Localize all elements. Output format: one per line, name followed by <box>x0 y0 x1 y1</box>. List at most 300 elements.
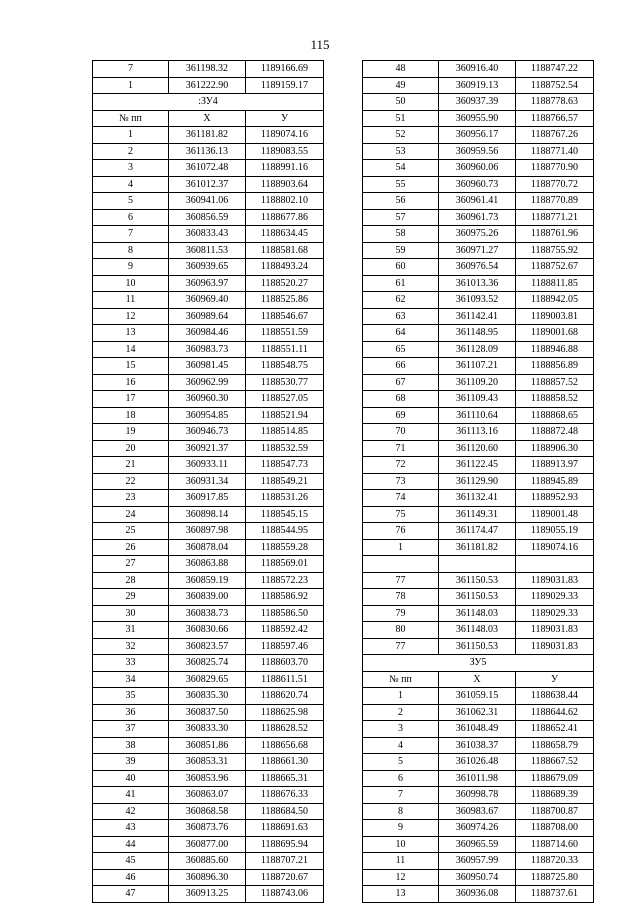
x-coordinate: 360885.60 <box>169 853 246 870</box>
section-title-row <box>363 655 594 672</box>
point-number: 62 <box>363 292 439 309</box>
y-coordinate: 1189074.16 <box>246 127 324 144</box>
point-number: 4 <box>363 737 439 754</box>
table-row <box>93 803 324 820</box>
column-header-number: № пп <box>363 671 439 688</box>
x-coordinate: 360941.06 <box>169 193 246 210</box>
y-coordinate: 1188634.45 <box>246 226 324 243</box>
y-coordinate: 1188620.74 <box>246 688 324 705</box>
point-number: 69 <box>363 407 439 424</box>
y-coordinate: 1188549.21 <box>246 473 324 490</box>
point-number: 70 <box>363 424 439 441</box>
x-coordinate: 360835.30 <box>169 688 246 705</box>
table-row <box>363 193 594 210</box>
x-coordinate: 360877.00 <box>169 836 246 853</box>
y-coordinate: 1188544.95 <box>246 523 324 540</box>
table-row <box>363 803 594 820</box>
point-number: 1 <box>363 688 439 705</box>
x-coordinate: 360856.59 <box>169 209 246 226</box>
x-coordinate: 360868.58 <box>169 803 246 820</box>
point-number: 78 <box>363 589 439 606</box>
y-coordinate: 1188946.88 <box>516 341 594 358</box>
table-row <box>93 193 324 210</box>
x-coordinate: 360983.67 <box>439 803 516 820</box>
point-number: 6 <box>363 770 439 787</box>
y-coordinate: 1188545.15 <box>246 506 324 523</box>
y-coordinate: 1189031.83 <box>516 622 594 639</box>
point-number: 23 <box>93 490 169 507</box>
point-number: 1 <box>93 127 169 144</box>
table-row <box>93 589 324 606</box>
y-coordinate: 1188945.89 <box>516 473 594 490</box>
table-row <box>93 490 324 507</box>
point-number: 58 <box>363 226 439 243</box>
point-number: 29 <box>93 589 169 606</box>
y-coordinate: 1188811.85 <box>516 275 594 292</box>
y-coordinate: 1189166.69 <box>246 61 324 78</box>
table-row <box>93 506 324 523</box>
y-coordinate: 1188761.96 <box>516 226 594 243</box>
x-coordinate: 360936.08 <box>439 886 516 903</box>
y-coordinate: 1188770.72 <box>516 176 594 193</box>
y-coordinate: 1188521.94 <box>246 407 324 424</box>
y-coordinate: 1188858.52 <box>516 391 594 408</box>
point-number: 2 <box>363 704 439 721</box>
point-number: 56 <box>363 193 439 210</box>
x-coordinate: 361129.90 <box>439 473 516 490</box>
y-coordinate: 1188661.30 <box>246 754 324 771</box>
point-number: 46 <box>93 869 169 886</box>
y-coordinate: 1188586.50 <box>246 605 324 622</box>
column-header-y: У <box>246 110 324 127</box>
point-number: 17 <box>93 391 169 408</box>
table-row <box>363 886 594 903</box>
table-row <box>93 143 324 160</box>
x-coordinate: 361011.98 <box>439 770 516 787</box>
point-number: 19 <box>93 424 169 441</box>
table-row <box>363 226 594 243</box>
table-row <box>93 127 324 144</box>
table-row <box>363 506 594 523</box>
point-number: 8 <box>363 803 439 820</box>
point-number: 2 <box>93 143 169 160</box>
x-coordinate: 361059.15 <box>439 688 516 705</box>
point-number: 72 <box>363 457 439 474</box>
table-row <box>363 77 594 94</box>
x-coordinate: 361110.64 <box>439 407 516 424</box>
table-row <box>93 292 324 309</box>
table-row <box>93 325 324 342</box>
point-number: 30 <box>93 605 169 622</box>
table-row <box>93 209 324 226</box>
x-coordinate: 360960.30 <box>169 391 246 408</box>
table-row <box>363 242 594 259</box>
point-number: 60 <box>363 259 439 276</box>
x-coordinate: 361198.32 <box>169 61 246 78</box>
point-number: 9 <box>363 820 439 837</box>
x-coordinate: 360959.56 <box>439 143 516 160</box>
y-coordinate: 1188531.26 <box>246 490 324 507</box>
x-coordinate: 361174.47 <box>439 523 516 540</box>
table-row <box>93 820 324 837</box>
y-coordinate: 1188906.30 <box>516 440 594 457</box>
x-coordinate: 361149.31 <box>439 506 516 523</box>
y-coordinate: 1188677.86 <box>246 209 324 226</box>
table-row <box>363 325 594 342</box>
point-number: 1 <box>93 77 169 94</box>
y-coordinate: 1188752.54 <box>516 77 594 94</box>
y-coordinate: 1189029.33 <box>516 605 594 622</box>
x-coordinate: 360981.45 <box>169 358 246 375</box>
column-header-number: № пп <box>93 110 169 127</box>
x-coordinate: 361222.90 <box>169 77 246 94</box>
x-coordinate: 360950.74 <box>439 869 516 886</box>
x-coordinate: 361128.09 <box>439 341 516 358</box>
table-row <box>363 787 594 804</box>
table-row <box>93 869 324 886</box>
point-number: 77 <box>363 638 439 655</box>
table-row <box>93 457 324 474</box>
y-coordinate: 1188913.97 <box>516 457 594 474</box>
point-number: 22 <box>93 473 169 490</box>
y-coordinate: 1188548.75 <box>246 358 324 375</box>
y-coordinate: 1189003.81 <box>516 308 594 325</box>
y-coordinate: 1188856.89 <box>516 358 594 375</box>
point-number: 5 <box>93 193 169 210</box>
y-coordinate: 1188684.50 <box>246 803 324 820</box>
table-row <box>93 770 324 787</box>
table-row <box>93 374 324 391</box>
x-coordinate: 360825.74 <box>169 655 246 672</box>
x-coordinate: 361120.60 <box>439 440 516 457</box>
y-coordinate: 1189031.83 <box>516 638 594 655</box>
y-coordinate: 1188720.67 <box>246 869 324 886</box>
x-coordinate: 360933.11 <box>169 457 246 474</box>
table-row <box>363 110 594 127</box>
x-coordinate: 360896.30 <box>169 869 246 886</box>
y-coordinate: 1188525.86 <box>246 292 324 309</box>
table-row <box>363 259 594 276</box>
x-coordinate: 360863.88 <box>169 556 246 573</box>
y-coordinate: 1188708.00 <box>516 820 594 837</box>
point-number: 10 <box>93 275 169 292</box>
point-number: 51 <box>363 110 439 127</box>
y-coordinate: 1188802.10 <box>246 193 324 210</box>
point-number: 36 <box>93 704 169 721</box>
y-coordinate: 1189083.55 <box>246 143 324 160</box>
y-coordinate: 1188665.31 <box>246 770 324 787</box>
point-number: 39 <box>93 754 169 771</box>
table-row <box>363 704 594 721</box>
point-number: 64 <box>363 325 439 342</box>
point-number: 15 <box>93 358 169 375</box>
x-coordinate: 360963.97 <box>169 275 246 292</box>
point-number: 48 <box>363 61 439 78</box>
x-coordinate: 360974.26 <box>439 820 516 837</box>
table-row <box>93 160 324 177</box>
x-coordinate: 360960.73 <box>439 176 516 193</box>
y-coordinate: 1188532.59 <box>246 440 324 457</box>
x-coordinate: 360937.39 <box>439 94 516 111</box>
y-coordinate: 1188592.42 <box>246 622 324 639</box>
x-coordinate: 361109.20 <box>439 374 516 391</box>
table-row <box>363 374 594 391</box>
point-number: 44 <box>93 836 169 853</box>
x-coordinate: 360859.19 <box>169 572 246 589</box>
table-row <box>93 259 324 276</box>
y-coordinate: 1189074.16 <box>516 539 594 556</box>
table-row <box>363 473 594 490</box>
x-coordinate: 360898.14 <box>169 506 246 523</box>
x-coordinate: 361142.41 <box>439 308 516 325</box>
y-coordinate: 1188766.57 <box>516 110 594 127</box>
table-row <box>93 655 324 672</box>
x-coordinate: 360919.13 <box>439 77 516 94</box>
table-row <box>363 61 594 78</box>
point-number: 12 <box>93 308 169 325</box>
table-row <box>93 77 324 94</box>
point-number: 3 <box>363 721 439 738</box>
y-coordinate: 1189001.48 <box>516 506 594 523</box>
point-number: 42 <box>93 803 169 820</box>
table-row <box>363 341 594 358</box>
point-number: 71 <box>363 440 439 457</box>
x-coordinate: 360839.00 <box>169 589 246 606</box>
table-row <box>93 391 324 408</box>
table-row <box>363 770 594 787</box>
section-title-row <box>93 94 324 111</box>
x-coordinate: 360853.31 <box>169 754 246 771</box>
y-coordinate: 1188559.28 <box>246 539 324 556</box>
table-row <box>363 638 594 655</box>
table-row <box>363 539 594 556</box>
y-coordinate: 1188707.21 <box>246 853 324 870</box>
point-number: 79 <box>363 605 439 622</box>
y-coordinate: 1188611.51 <box>246 671 324 688</box>
y-coordinate: 1189001.68 <box>516 325 594 342</box>
y-coordinate: 1188991.16 <box>246 160 324 177</box>
y-coordinate: 1188628.52 <box>246 721 324 738</box>
x-coordinate: 360838.73 <box>169 605 246 622</box>
point-number: 65 <box>363 341 439 358</box>
table-row <box>363 292 594 309</box>
y-coordinate: 1188551.59 <box>246 325 324 342</box>
point-number: 41 <box>93 787 169 804</box>
y-coordinate: 1188625.98 <box>246 704 324 721</box>
table-row <box>93 688 324 705</box>
point-number: 34 <box>93 671 169 688</box>
table-row <box>363 622 594 639</box>
x-coordinate: 360962.99 <box>169 374 246 391</box>
table-row <box>363 440 594 457</box>
table-row <box>363 820 594 837</box>
table-row <box>363 127 594 144</box>
x-coordinate: 360837.50 <box>169 704 246 721</box>
point-number: 25 <box>93 523 169 540</box>
table-row <box>363 853 594 870</box>
y-coordinate: 1188691.63 <box>246 820 324 837</box>
y-coordinate: 1188551.11 <box>246 341 324 358</box>
point-number: 68 <box>363 391 439 408</box>
x-coordinate: 360878.04 <box>169 539 246 556</box>
y-coordinate: 1188752.67 <box>516 259 594 276</box>
y-coordinate: 1188493.24 <box>246 259 324 276</box>
point-number: 21 <box>93 457 169 474</box>
y-coordinate: 1188868.65 <box>516 407 594 424</box>
table-row <box>363 688 594 705</box>
x-coordinate: 360873.76 <box>169 820 246 837</box>
x-coordinate: 360969.40 <box>169 292 246 309</box>
point-number: 47 <box>93 886 169 903</box>
x-coordinate: 360833.43 <box>169 226 246 243</box>
point-number: 7 <box>93 226 169 243</box>
point-number: 53 <box>363 143 439 160</box>
y-coordinate: 1188903.64 <box>246 176 324 193</box>
x-coordinate: 361026.48 <box>439 754 516 771</box>
x-coordinate: 360829.65 <box>169 671 246 688</box>
x-coordinate: 361132.41 <box>439 490 516 507</box>
y-coordinate: 1189029.33 <box>516 589 594 606</box>
point-number: 54 <box>363 160 439 177</box>
table-row <box>93 754 324 771</box>
x-coordinate: 360965.59 <box>439 836 516 853</box>
point-number: 7 <box>363 787 439 804</box>
table-row <box>93 424 324 441</box>
y-coordinate: 1188530.77 <box>246 374 324 391</box>
point-number: 40 <box>93 770 169 787</box>
x-coordinate: 361093.52 <box>439 292 516 309</box>
table-row <box>93 556 324 573</box>
point-number: 5 <box>363 754 439 771</box>
table-row <box>93 242 324 259</box>
y-coordinate: 1188770.89 <box>516 193 594 210</box>
y-coordinate: 1188547.73 <box>246 457 324 474</box>
y-coordinate: 1188952.93 <box>516 490 594 507</box>
y-coordinate: 1188755.92 <box>516 242 594 259</box>
y-coordinate: 1188689.39 <box>516 787 594 804</box>
point-number: 61 <box>363 275 439 292</box>
x-coordinate: 361181.82 <box>169 127 246 144</box>
x-coordinate: 360851.86 <box>169 737 246 754</box>
x-coordinate: 361181.82 <box>439 539 516 556</box>
y-coordinate: 1188569.01 <box>246 556 324 573</box>
table-row <box>93 407 324 424</box>
point-number: 7 <box>93 61 169 78</box>
y-coordinate: 1188737.61 <box>516 886 594 903</box>
x-coordinate: 361113.16 <box>439 424 516 441</box>
x-coordinate: 360811.53 <box>169 242 246 259</box>
column-header-x: X <box>439 671 516 688</box>
table-row <box>93 886 324 903</box>
point-number: 59 <box>363 242 439 259</box>
x-coordinate: 360913.25 <box>169 886 246 903</box>
table-row <box>93 572 324 589</box>
point-number: 27 <box>93 556 169 573</box>
y-coordinate: 1188644.62 <box>516 704 594 721</box>
table-row <box>363 308 594 325</box>
table-row <box>363 358 594 375</box>
x-coordinate: 360955.90 <box>439 110 516 127</box>
table-row <box>363 143 594 160</box>
x-coordinate: 360863.07 <box>169 787 246 804</box>
section-title: :ЗУ4 <box>93 94 324 111</box>
x-coordinate: 360956.17 <box>439 127 516 144</box>
table-row <box>363 407 594 424</box>
x-coordinate: 360823.57 <box>169 638 246 655</box>
table-row <box>93 704 324 721</box>
point-number: 11 <box>363 853 439 870</box>
x-coordinate: 360961.41 <box>439 193 516 210</box>
point-number: 75 <box>363 506 439 523</box>
table-row <box>93 721 324 738</box>
table-row <box>363 721 594 738</box>
table-row <box>363 391 594 408</box>
table-row <box>363 176 594 193</box>
table-row <box>93 737 324 754</box>
x-coordinate: 360971.27 <box>439 242 516 259</box>
x-coordinate: 360960.06 <box>439 160 516 177</box>
y-coordinate: 1189031.83 <box>516 572 594 589</box>
point-number: 8 <box>93 242 169 259</box>
table-row <box>93 853 324 870</box>
point-number: 20 <box>93 440 169 457</box>
table-row <box>93 358 324 375</box>
point-number: 24 <box>93 506 169 523</box>
y-coordinate: 1188770.90 <box>516 160 594 177</box>
x-coordinate: 360989.64 <box>169 308 246 325</box>
table-row <box>93 622 324 639</box>
y-coordinate: 1188700.87 <box>516 803 594 820</box>
x-coordinate <box>439 556 516 573</box>
y-coordinate: 1188546.67 <box>246 308 324 325</box>
y-coordinate: 1188652.41 <box>516 721 594 738</box>
y-coordinate: 1188667.52 <box>516 754 594 771</box>
x-coordinate: 360998.78 <box>439 787 516 804</box>
y-coordinate: 1188942.05 <box>516 292 594 309</box>
point-number: 35 <box>93 688 169 705</box>
table-row <box>93 539 324 556</box>
x-coordinate: 361150.53 <box>439 572 516 589</box>
point-number: 3 <box>93 160 169 177</box>
point-number: 13 <box>93 325 169 342</box>
x-coordinate: 360917.85 <box>169 490 246 507</box>
y-coordinate: 1188581.68 <box>246 242 324 259</box>
table-row <box>93 440 324 457</box>
column-header-y: У <box>516 671 594 688</box>
y-coordinate: 1188725.80 <box>516 869 594 886</box>
x-coordinate: 360931.34 <box>169 473 246 490</box>
x-coordinate: 360961.73 <box>439 209 516 226</box>
table-row <box>363 556 594 573</box>
table-row <box>93 308 324 325</box>
x-coordinate: 360975.26 <box>439 226 516 243</box>
y-coordinate: 1188767.26 <box>516 127 594 144</box>
y-coordinate: 1188714.60 <box>516 836 594 853</box>
x-coordinate: 360946.73 <box>169 424 246 441</box>
table-row <box>363 737 594 754</box>
point-number: 28 <box>93 572 169 589</box>
x-coordinate: 361072.48 <box>169 160 246 177</box>
table-header-row <box>93 110 324 127</box>
y-coordinate: 1188520.27 <box>246 275 324 292</box>
y-coordinate: 1188743.06 <box>246 886 324 903</box>
point-number: 50 <box>363 94 439 111</box>
y-coordinate: 1188656.68 <box>246 737 324 754</box>
point-number: 10 <box>363 836 439 853</box>
x-coordinate: 360830.66 <box>169 622 246 639</box>
x-coordinate: 360983.73 <box>169 341 246 358</box>
table-row <box>93 473 324 490</box>
